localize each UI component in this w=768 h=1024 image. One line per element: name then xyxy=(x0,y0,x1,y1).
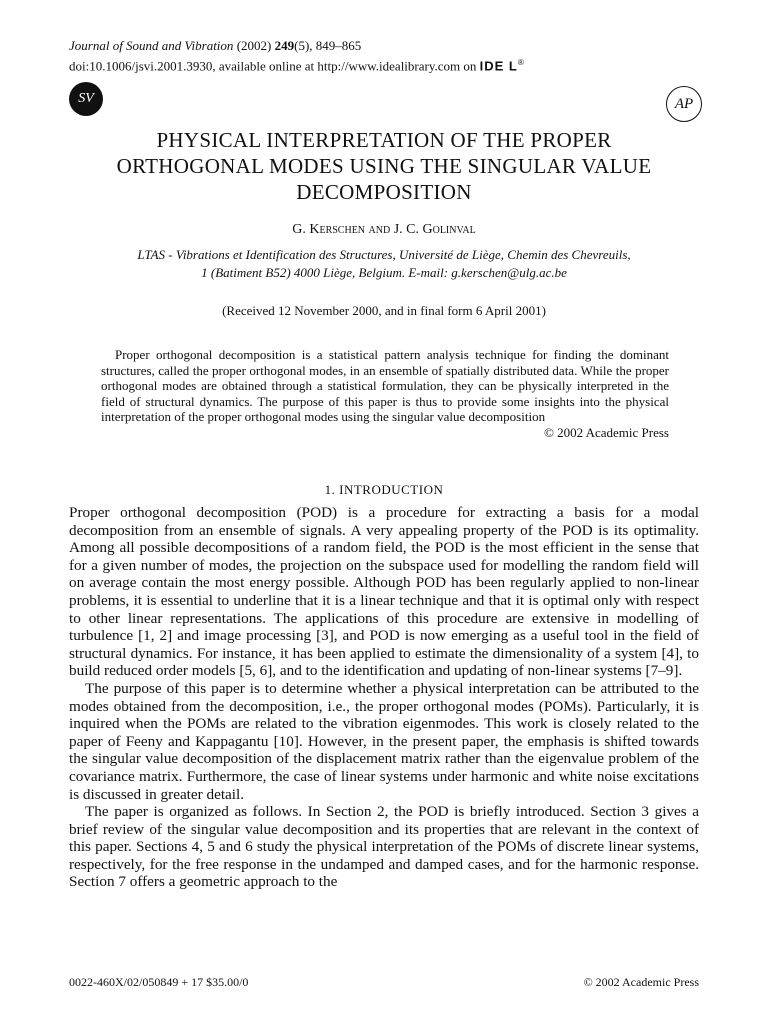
journal-line-2 xyxy=(69,54,525,74)
paper-title xyxy=(0,127,768,205)
abstract-text: Proper orthogonal decomposition is a statistical pattern analysis technique for finding the dominant structures, called the proper orthogonal modes, in an ensemble of spatially distributed data. While the proper orthogonal modes are obtained through a statistical formulation, they can be physically interpreted in the field of structural dynamics. The purpose of this paper is thus to provide some insights into the physical interpretation of the proper orthogonal modes using the singular value decomposition xyxy=(101,347,669,425)
section-heading: 1. INTRODUCTION xyxy=(324,482,444,497)
received-dates: (Received 12 November 2000, and in final form 6 April 2001) xyxy=(222,303,546,318)
authors: G. Kerschen and J. C. Golinval xyxy=(292,222,476,237)
title-line-2: ORTHOGONAL MODES USING THE SINGULAR VALUE xyxy=(116,154,652,178)
sv-logo: SV xyxy=(69,82,103,116)
doi-line[interactable]: doi:10.1006/jsvi.2001.3930, available online at http://www.idealibrary.com on xyxy=(69,58,477,74)
abstract xyxy=(101,347,669,441)
journal-volume: 249 xyxy=(274,38,295,53)
paragraph-2: The purpose of this paper is to determine whether a physical interpretation can be attributed to the modes obtained from the decomposition, i.e., the proper orthogonal modes (POMs). Particularly, it is inquired when the POMs are related to the vibration eigenmodes. This work is closely related to the paper of Feeny and Kappagantu [10]. However, in the present paper, the emphasis is shifted towards the singular value decomposition of the displacement matrix rather than the eigenvalue problem of the covariance matrix. Furthermore, the case of linear systems under harmonic and white noise excitations is discussed in greater detail. xyxy=(69,679,699,803)
ideal-logo: IDE L® xyxy=(479,58,525,74)
abstract-copyright: © 2002 Academic Press xyxy=(543,424,669,440)
affiliation-line-1: LTAS - Vibrations et Identification des Structures, Université de Liège, Chemin des Chevreuils, xyxy=(137,247,631,262)
journal-name: Journal of Sound and Vibration xyxy=(69,38,234,53)
title-line-1: PHYSICAL INTERPRETATION OF THE PROPER xyxy=(156,128,612,152)
paragraph-1: Proper orthogonal decomposition (POD) is a procedure for extracting a basis for a modal decomposition from an ensemble of signals. A very appealing property of the POD is its optimality. Among all possible decompositions of a random field, the POD is the most efficient in the sense that for a given number of modes, the projection on the subspace used for modelling the random field will on average contain the most energy possible. Although POD has been regularly applied to non-linear problems, it is essential to underline that it is a linear technique and that it is optimal only with respect to other linear representations. The applications of this procedure are extensive in modelling of turbulence [1, 2] and image processing [3], and POD is now emerging as a useful tool in the field of structural dynamics. For instance, it has been applied to estimate the dimensionality of a system [4], to build reduced order models [5, 6], and to the identification and updating of non-linear systems [7–9]. xyxy=(69,504,699,680)
journal-year: (2002) xyxy=(236,38,272,53)
footer-code: 0022-460X/02/050849 + 17 $35.00/0 xyxy=(69,975,249,989)
journal-issue-pages: (5), 849–865 xyxy=(294,38,362,53)
ap-logo: AP xyxy=(666,86,702,122)
paragraph-3: The paper is organized as follows. In Section 2, the POD is briefly introduced. Section 3 gives a brief review of the singular value decomposition and its properties that are relevant in the context of this paper. Sections 4, 5 and 6 study the physical interpretation of the POMs of discrete linear systems, respectively, for the free response in the undamped and damped cases, and for the harmonic response. Section 7 offers a geometric approach to the xyxy=(69,803,699,891)
title-line-3: DECOMPOSITION xyxy=(296,180,472,204)
affiliation-line-2: 1 (Batiment B52) 4000 Liège, Belgium. E-mail: g.kerschen@ulg.ac.be xyxy=(201,265,567,280)
affiliation xyxy=(0,246,768,282)
journal-line-1 xyxy=(69,37,525,54)
footer-copyright: © 2002 Academic Press xyxy=(583,975,699,989)
body-text xyxy=(69,504,699,891)
journal-citation xyxy=(69,37,525,74)
